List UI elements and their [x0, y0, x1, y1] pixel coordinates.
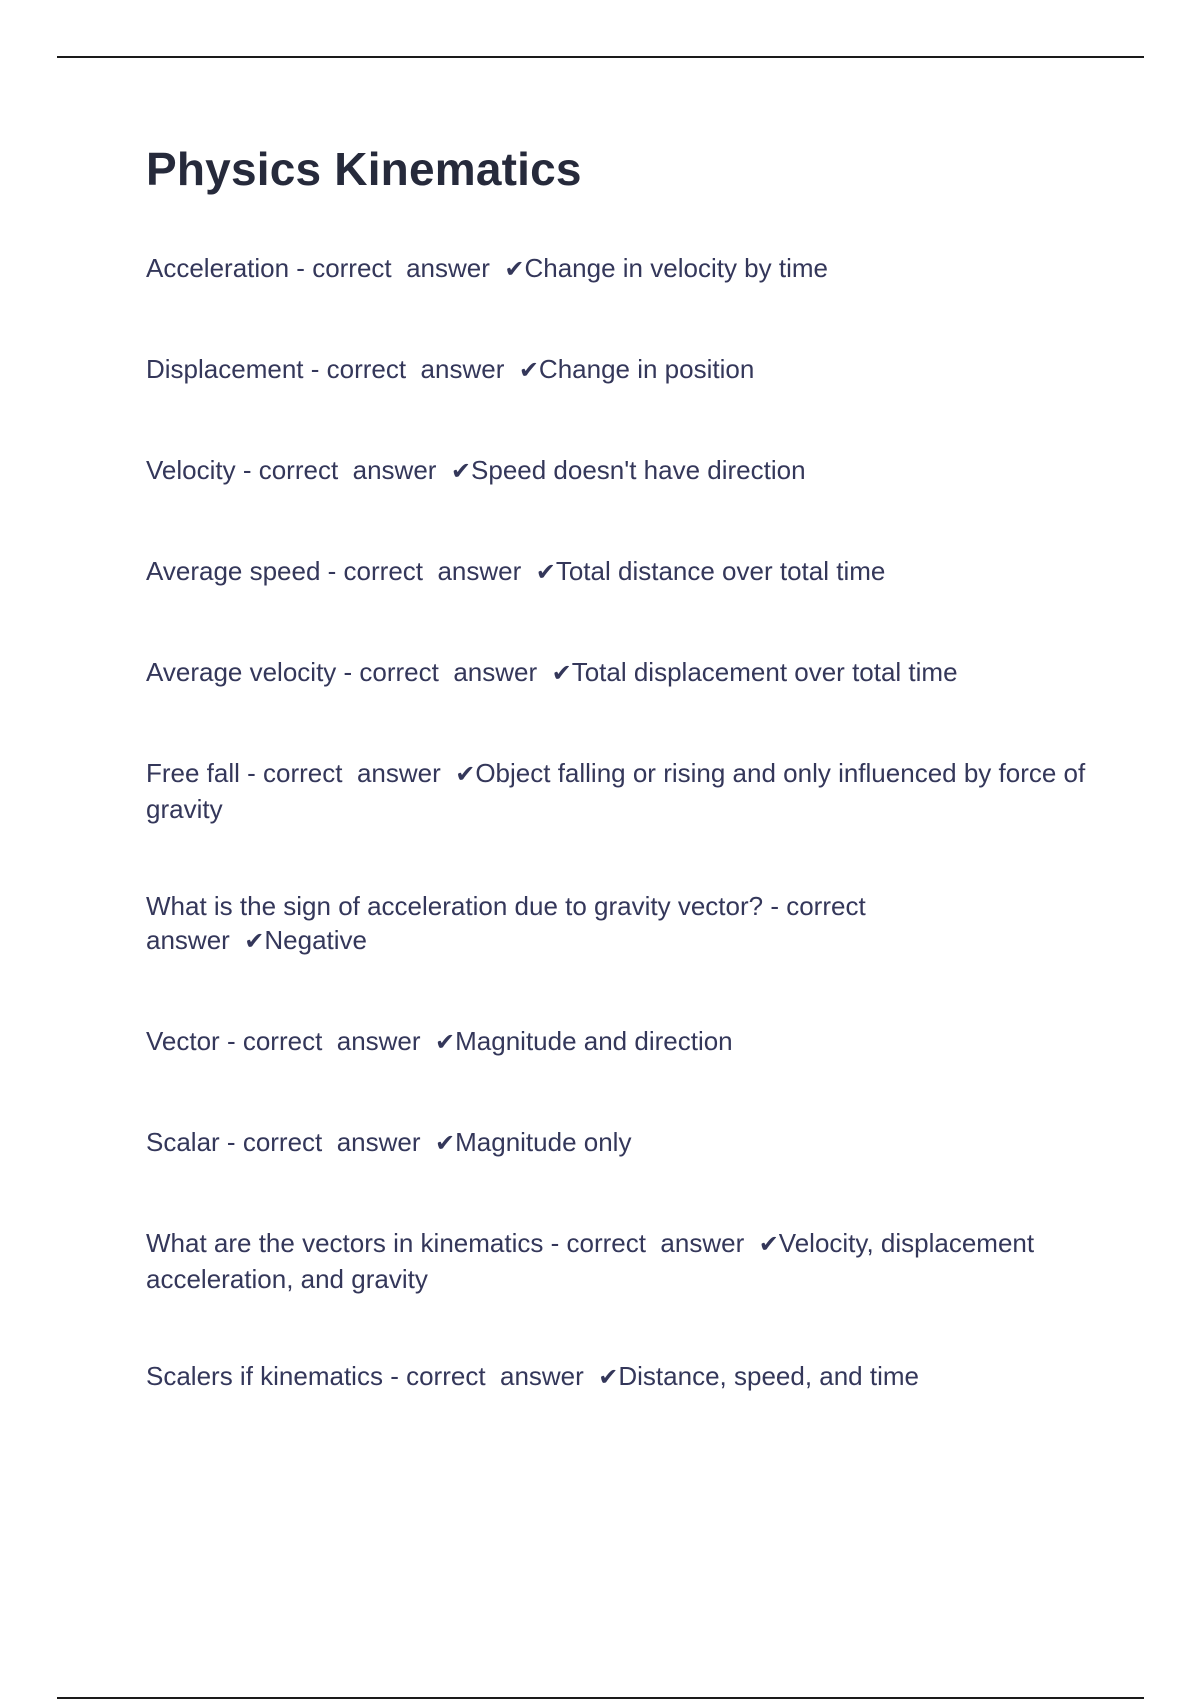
qa-term: Scalar — [146, 1127, 220, 1157]
qa-answer-label: correct answer — [242, 1026, 421, 1056]
qa-term: Displacement — [146, 354, 304, 384]
qa-term: Average velocity — [146, 657, 337, 687]
qa-answer-label: correct answer — [326, 354, 505, 384]
check-icon: ✔ — [435, 1130, 456, 1157]
qa-answer-label: correct answer — [146, 891, 881, 955]
qa-answer: Change in position — [538, 354, 755, 384]
qa-answer-label: correct answer — [406, 1361, 584, 1391]
qa-item: Average velocity - correct answer ✔Total displacement over total time — [146, 657, 958, 687]
qa-term: Scalers if kinematics — [146, 1361, 383, 1391]
qa-item: Velocity - correct answer ✔Speed doesn't have direction — [146, 455, 806, 485]
qa-answer: Magnitude only — [455, 1127, 632, 1157]
qa-item: What is the sign of acceleration due to gravity vector? - correct answer ✔Negative — [146, 891, 881, 955]
qa-answer: Total distance over total time — [555, 556, 886, 586]
qa-answer-label: correct answer — [258, 455, 437, 485]
qa-answer: Velocity, displacement acceleration, and gravity — [146, 1228, 1042, 1294]
check-icon: ✔ — [518, 357, 539, 384]
qa-answer-label: correct answer — [312, 253, 490, 283]
check-icon: ✔ — [551, 660, 572, 687]
qa-item: Free fall - correct answer ✔Object falling or rising and only influenced by force of gravity — [146, 758, 1093, 824]
top-rule — [57, 56, 1144, 58]
qa-item: Scalers if kinematics - correct answer ✔Distance, speed, and time — [146, 1361, 919, 1391]
qa-term: Free fall — [146, 758, 240, 788]
qa-answer-label: correct answer — [343, 556, 522, 586]
bottom-rule — [57, 1697, 1144, 1699]
qa-item: Displacement - correct answer ✔Change in position — [146, 354, 755, 384]
qa-term: Vector — [146, 1026, 220, 1056]
check-icon: ✔ — [450, 458, 472, 485]
qa-term: What is the sign of acceleration due to gravity vector? — [146, 891, 764, 921]
qa-term: Average speed — [146, 556, 321, 586]
qa-answer: Magnitude and direction — [455, 1026, 733, 1056]
qa-answer: Object falling or rising and only influenced by force of gravity — [146, 758, 1093, 824]
qa-answer: Speed doesn't have direction — [471, 455, 806, 485]
page-title: Physics Kinematics — [146, 143, 582, 195]
check-icon: ✔ — [455, 761, 476, 788]
qa-answer: Negative — [264, 925, 368, 955]
qa-item: Scalar - correct answer ✔Magnitude only — [146, 1127, 632, 1157]
check-icon: ✔ — [598, 1364, 619, 1391]
qa-term: Acceleration — [146, 253, 290, 283]
check-icon: ✔ — [535, 559, 556, 586]
qa-item: What are the vectors in kinematics - correct answer ✔Velocity, displacement acceleration, and gravity — [146, 1228, 1042, 1294]
check-icon: ✔ — [244, 928, 265, 955]
qa-answer-label: correct answer — [359, 657, 538, 687]
qa-answer-label: correct answer — [242, 1127, 421, 1157]
qa-answer-label: correct answer — [566, 1228, 745, 1258]
qa-answer: Change in velocity by time — [524, 253, 828, 283]
check-icon: ✔ — [435, 1029, 456, 1056]
qa-answer: Total displacement over total time — [571, 657, 958, 687]
qa-item: Vector - correct answer ✔Magnitude and direction — [146, 1026, 733, 1056]
qa-item: Average speed - correct answer ✔Total distance over total time — [146, 556, 886, 586]
qa-term: Velocity — [146, 455, 236, 485]
check-icon: ✔ — [758, 1231, 779, 1258]
check-icon: ✔ — [504, 256, 525, 283]
qa-item: Acceleration - correct answer ✔Change in velocity by time — [146, 253, 828, 283]
qa-term: What are the vectors in kinematics — [146, 1228, 544, 1258]
qa-answer-label: correct answer — [263, 758, 441, 788]
qa-answer: Distance, speed, and time — [618, 1361, 919, 1391]
